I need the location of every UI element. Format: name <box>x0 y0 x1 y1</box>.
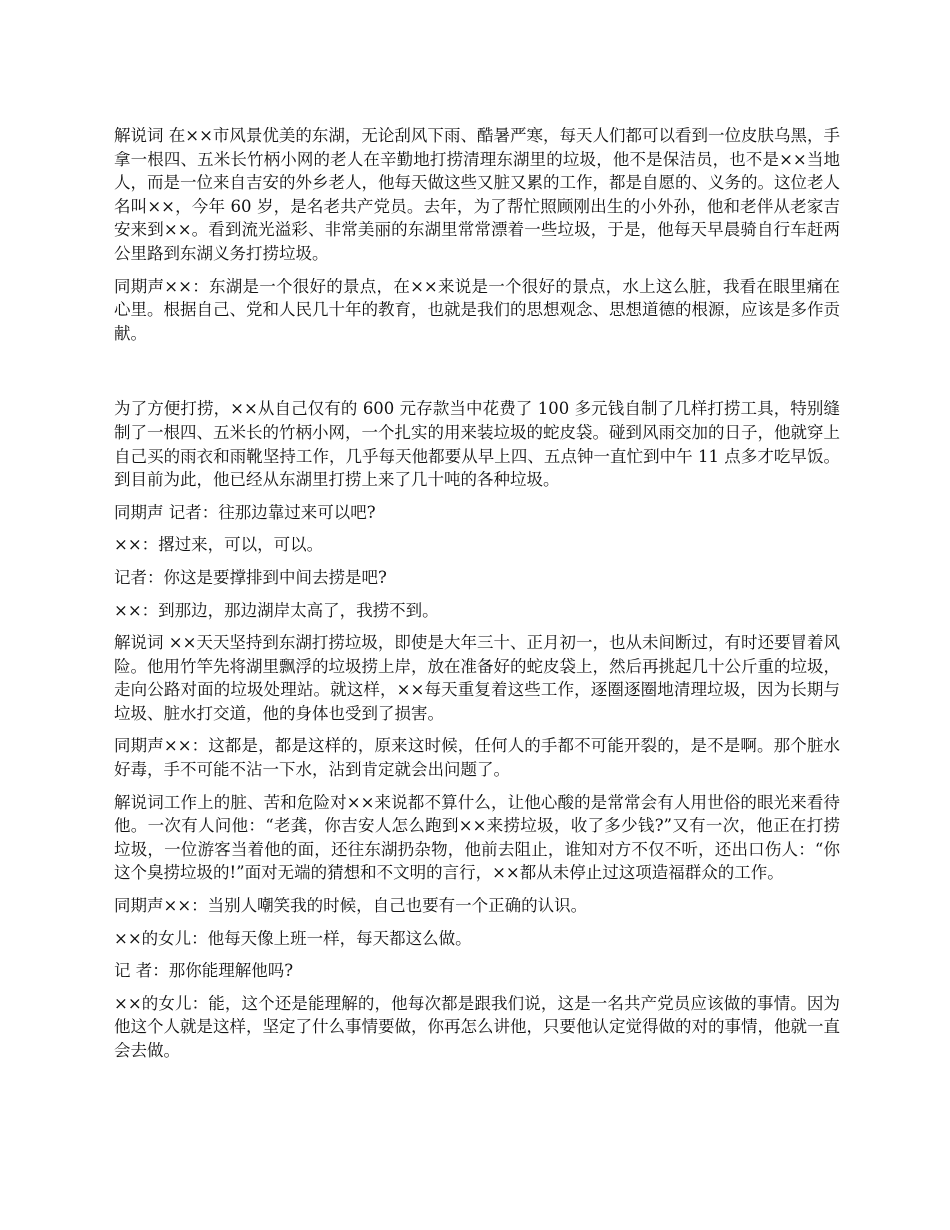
paragraph-narration-2: 为了方便打捞，××从自己仅有的 600 元存款当中花费了 100 多元钱自制了几样打捞工具，特别缝制了一根四、五米长的竹柄小网，一个扎实的用来装垃圾的蛇皮袋。碰到风雨交加的日子，他就穿上自己买的雨衣和雨靴坚持工作，几乎每天他都要从早上四、五点钟一直忙到中午 11 点多才吃早饭。到目前为此，他已经从东湖里打捞上来了几十吨的各种垃圾。 <box>114 399 840 490</box>
paragraph-narration-3: 解说词 ××天天坚持到东湖打捞垃圾，即使是大年三十、正月初一，也从未间断过，有时还要冒着风险。他用竹竿先将湖里飘浮的垃圾捞上岸，放在准备好的蛇皮袋上，然后再挑起几十公斤重的垃圾，走向公路对面的垃圾处理站。就这样，××每天重复着这些工作，逐圈逐圈地清理垃圾，因为长期与垃圾、脏水打交道，他的身体也受到了损害。 <box>114 633 840 723</box>
document-body <box>114 124 840 1072</box>
paragraph-daughter-2: ××的女儿：能，这个还是能理解的，他每次都是跟我们说，这是一名共产党员应该做的事情。因为他这个人就是这样，坚定了什么事情要做，你再怎么讲他，只要他认定觉得做的对的事情，他就一直会去做。 <box>114 993 840 1060</box>
paragraph-reporter-1: 记 者：那你能理解他吗? <box>114 961 294 981</box>
paragraph-narration-1: 解说词 在××市风景优美的东湖，无论刮风下雨、酷暑严寒，每天人们都可以看到一位皮肤乌黑，手拿一根四、五米长竹柄小网的老人在辛勤地打捞清理东湖里的垃圾，他不是保洁员，也不是××当地人，而是一位来自吉安的外乡老人，他每天做这些又脏又累的工作，都是自愿的、义务的。这位老人名叫××，今年 60 岁，是名老共产党员。去年，为了帮忙照顾刚出生的小外孙，他和老伴从老家吉安来到××。看到流光溢彩、非常美丽的东湖里常常漂着一些垃圾，于是，他每天早晨骑自行车赶两公里路到东湖义务打捞垃圾。 <box>114 126 840 263</box>
paragraph-dialogue-4: ××：到那边，那边湖岸太高了，我捞不到。 <box>114 600 439 620</box>
paragraph-dialogue-3: 记者：你这是要撑排到中间去捞是吧? <box>114 567 387 587</box>
paragraph-dialogue-1: 同期声 记者：往那边靠过来可以吧? <box>114 502 376 522</box>
paragraph-narration-4: 解说词工作上的脏、苦和危险对××来说都不算什么，让他心酸的是常常会有人用世俗的眼光来看待他。一次有人问他：“老龚，你吉安人怎么跑到××来捞垃圾，收了多少钱?”又有一次，他正在打捞垃圾，一位游客当着他的面，还往东湖扔杂物，他前去阻止，谁知对方不仅不听，还出口伤人：“你这个臭捞垃圾的!”面对无端的猜想和不文明的言行，××都从未停止过这项造福群众的工作。 <box>114 792 840 883</box>
paragraph-sync-sound-1: 同期声××：东湖是一个很好的景点，在××来说是一个很好的景点，水上这么脏，我看在眼里痛在心里。根据自己、党和人民几十年的教育，也就是我们的思想观念、思想道德的根源，应该是多作贡献。 <box>114 276 840 343</box>
paragraph-daughter-1: ××的女儿：他每天像上班一样，每天都这么做。 <box>114 928 472 948</box>
paragraph-gap <box>114 354 840 397</box>
paragraph-sync-sound-2: 同期声××：这都是，都是这样的，原来这时候，任何人的手都不可能开裂的，是不是啊。那个脏水好毒，手不可能不沾一下水，沾到肯定就会出问题了。 <box>114 736 840 780</box>
paragraph-dialogue-2: ××：撂过来，可以，可以。 <box>114 535 324 555</box>
paragraph-sync-sound-3: 同期声××：当别人嘲笑我的时候，自己也要有一个正确的认识。 <box>114 896 588 916</box>
